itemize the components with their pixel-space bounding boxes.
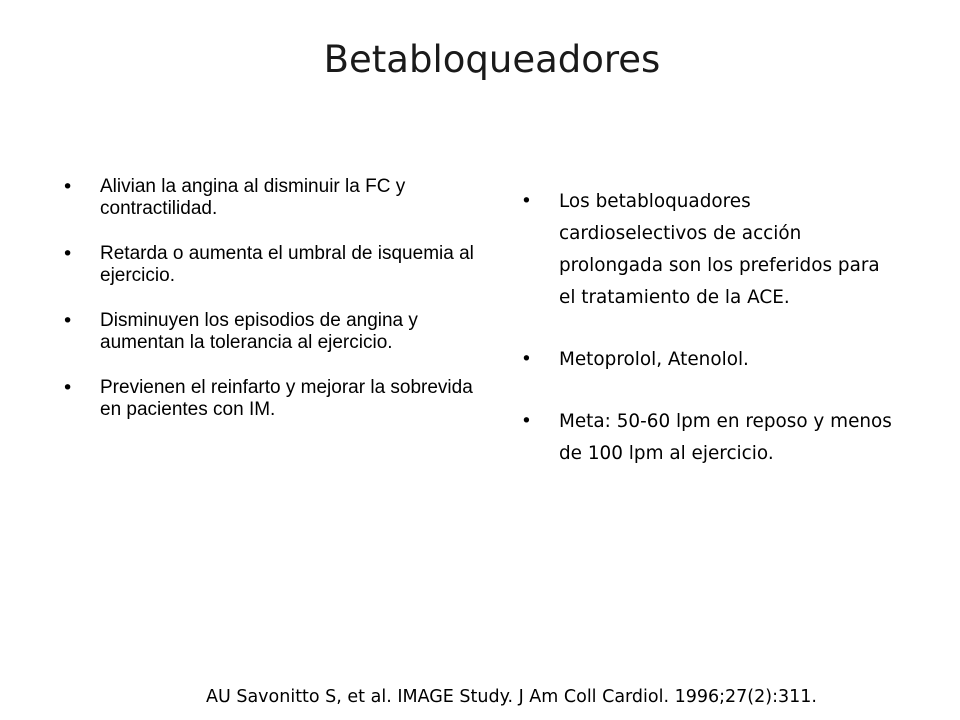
bullet-text: Previenen el reinfarto y mejorar la sobrevida en pacientes con IM.: [100, 377, 473, 420]
bullet-text: Disminuyen los episodios de angina y aumentan la tolerancia al ejercicio.: [100, 310, 418, 353]
bullet-item: [62, 176, 492, 220]
slide-title: Betabloqueadores: [323, 38, 661, 81]
bullet-text: Los betabloquadores cardioselectivos de acción prolongada son los preferidos para el tratamiento de la ACE.: [559, 191, 880, 308]
bullet-icon: •: [62, 310, 74, 332]
bullet-item: [62, 310, 492, 354]
bullet-text: Alivian la angina al disminuir la FC y contractilidad.: [100, 176, 406, 219]
bullet-item: [62, 243, 492, 287]
citation: AU Savonitto S, et al. IMAGE Study. J Am Coll Cardiol. 1996;27(2):311.: [206, 687, 817, 707]
bullet-icon: •: [62, 176, 74, 198]
bullet-icon: •: [521, 349, 532, 370]
left-bullet-list: [62, 176, 492, 444]
bullet-icon: •: [521, 411, 532, 432]
bullet-text: Retarda o aumenta el umbral de isquemia al ejercicio.: [100, 243, 474, 286]
bullet-item: [521, 406, 901, 470]
bullet-icon: •: [62, 377, 74, 399]
bullet-icon: •: [521, 191, 532, 212]
bullet-icon: •: [62, 243, 74, 265]
bullet-item: [521, 186, 901, 314]
bullet-text: Meta: 50-60 lpm en reposo y menos de 100 lpm al ejercicio.: [559, 411, 892, 464]
bullet-text: Metoprolol, Atenolol.: [559, 349, 749, 370]
bullet-item: [521, 344, 901, 376]
bullet-item: [62, 377, 492, 421]
right-bullet-list: [521, 186, 901, 500]
